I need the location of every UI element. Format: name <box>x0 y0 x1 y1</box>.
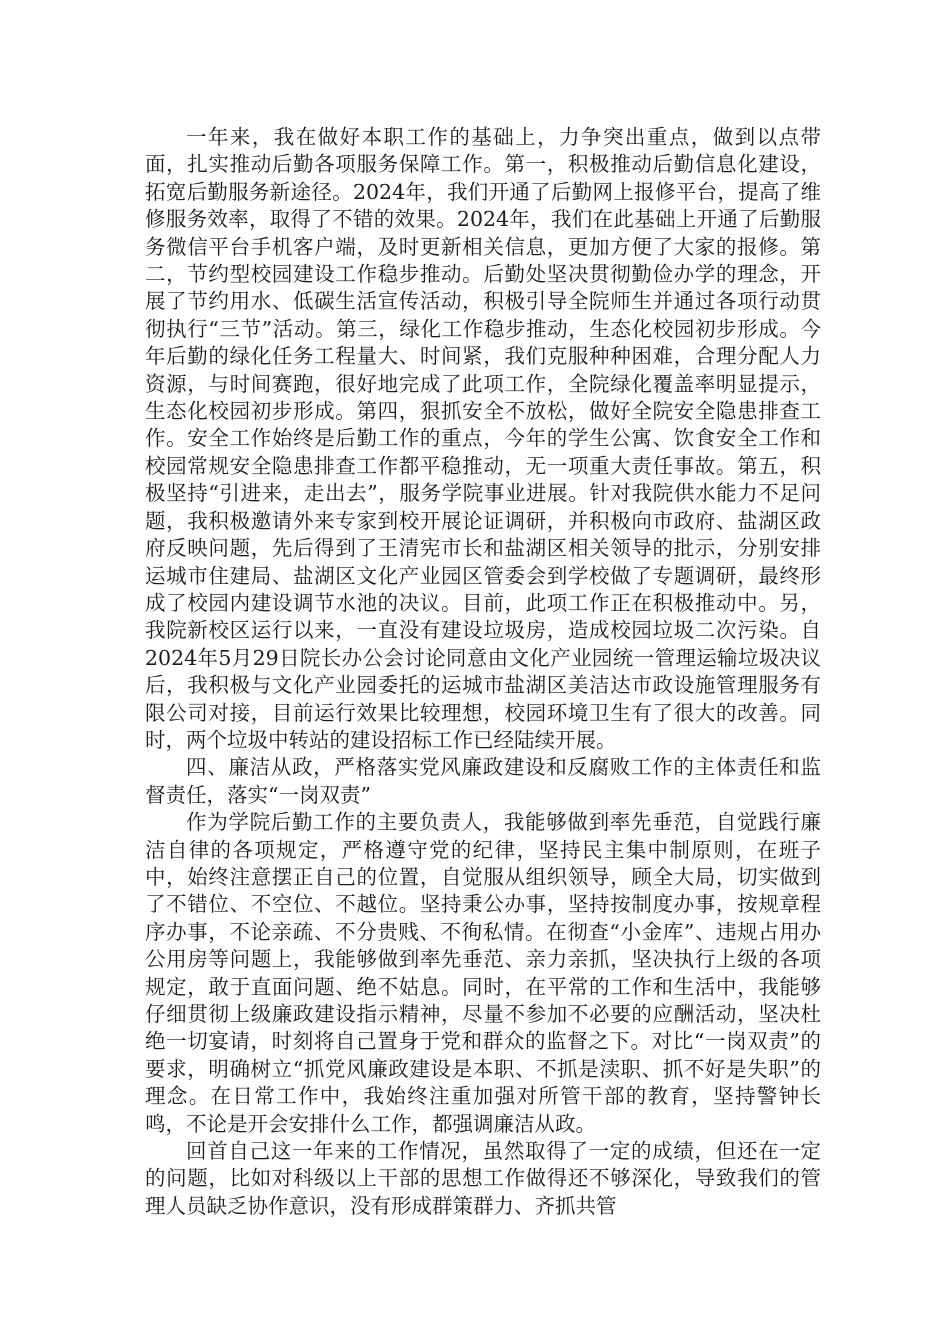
paragraph-logistics-work: 一年来，我在做好本职工作的基础上，力争突出重点，做到以点带面，扎实推动后勤各项服务保障工作。第一，积极推动后勤信息化建设，拓宽后勤服务新途径。2024年，我们开通了后勤网上报修平台，提高了维修服务效率，取得了不错的效果。2024年，我们在此基础上开通了后勤服务微信平台手机客户端，及时更新相关信息，更加方便了大家的报修。第二，节约型校园建设工作稳步推动。后勤处坚决贯彻勤俭办学的理念，开展了节约用水、低碳生活宣传活动，积极引导全院师生并通过各项行动贯彻执行“三节”活动。第三，绿化工作稳步推动，生态化校园初步形成。今年后勤的绿化任务工程量大、时间紧，我们克服种种困难，合理分配人力资源，与时间赛跑，很好地完成了此项工作，全院绿化覆盖率明显提示，生态化校园初步形成。第四，狠抓安全不放松，做好全院安全隐患排查工作。安全工作始终是后勤工作的重点，今年的学生公寓、饮食安全工作和校园常规安全隐患排查工作都平稳推动，无一项重大责任事故。第五，积极坚持“引进来，走出去”，服务学院事业进展。针对我院供水能力不足问题，我积极邀请外来专家到校开展论证调研，并积极向市政府、盐湖区政府反映问题，先后得到了王清宪市长和盐湖区相关领导的批示，分别安排运城市住建局、盐湖区文化产业园区管委会到学校做了专题调研，最终形成了校园内建设调节水池的决议。目前，此项工作正在积极推动中。另，我院新校区运行以来，一直没有建设垃圾房，造成校园垃圾二次污染。自2024年5月29日院长办公会讨论同意由文化产业园统一管理运输垃圾决议后，我积极与文化产业园委托的运城市盐湖区美洁达市政设施管理服务有限公司对接，目前运行效果比较理想，校园环境卫生有了很大的改善。同时，两个垃圾中转站的建设招标工作已经陆续开展。 <box>145 125 821 752</box>
paragraph-review: 回首自己这一年来的工作情况，虽然取得了一定的成绩，但还在一定的问题，比如对科级以上干部的思想工作做得还不够深化，导致我们的管理人员缺乏协作意识，没有形成群策群力、齐抓共管 <box>145 1139 821 1218</box>
document-body <box>145 124 821 1220</box>
section-heading-integrity: 四、廉洁从政，严格落实党风廉政建设和反腐败工作的主体责任和监督责任，落实“一岗双责” <box>145 755 821 807</box>
paragraph-integrity: 作为学院后勤工作的主要负责人，我能够做到率先垂范，自觉践行廉洁自律的各项规定，严格遵守党的纪律，坚持民主集中制原则，在班子中，始终注意摆正自己的位置，自觉服从组织领导，顾全大局，切实做到了不错位、不空位、不越位。坚持秉公办事，坚持按制度办事，按规章程序办事，不论亲疏、不分贵贱、不徇私情。在彻查“小金库”、违规占用办公用房等问题上，我能够做到率先垂范、亲力亲抓，坚决执行上级的各项规定，敢于直面问题、绝不姑息。同时，在平常的工作和生活中，我能够仔细贯彻上级廉政建设指示精神，尽量不参加不必要的应酬活动，坚决杜绝一切宴请，时刻将自己置身于党和群众的监督之下。对比“一岗双责”的要求，明确树立“抓党风廉政建设是本职、不抓是渎职、抓不好是失职”的理念。在日常工作中，我始终注重加强对所管干部的教育，坚持警钟长鸣，不论是开会安排什么工作，都强调廉洁从政。 <box>145 810 821 1136</box>
